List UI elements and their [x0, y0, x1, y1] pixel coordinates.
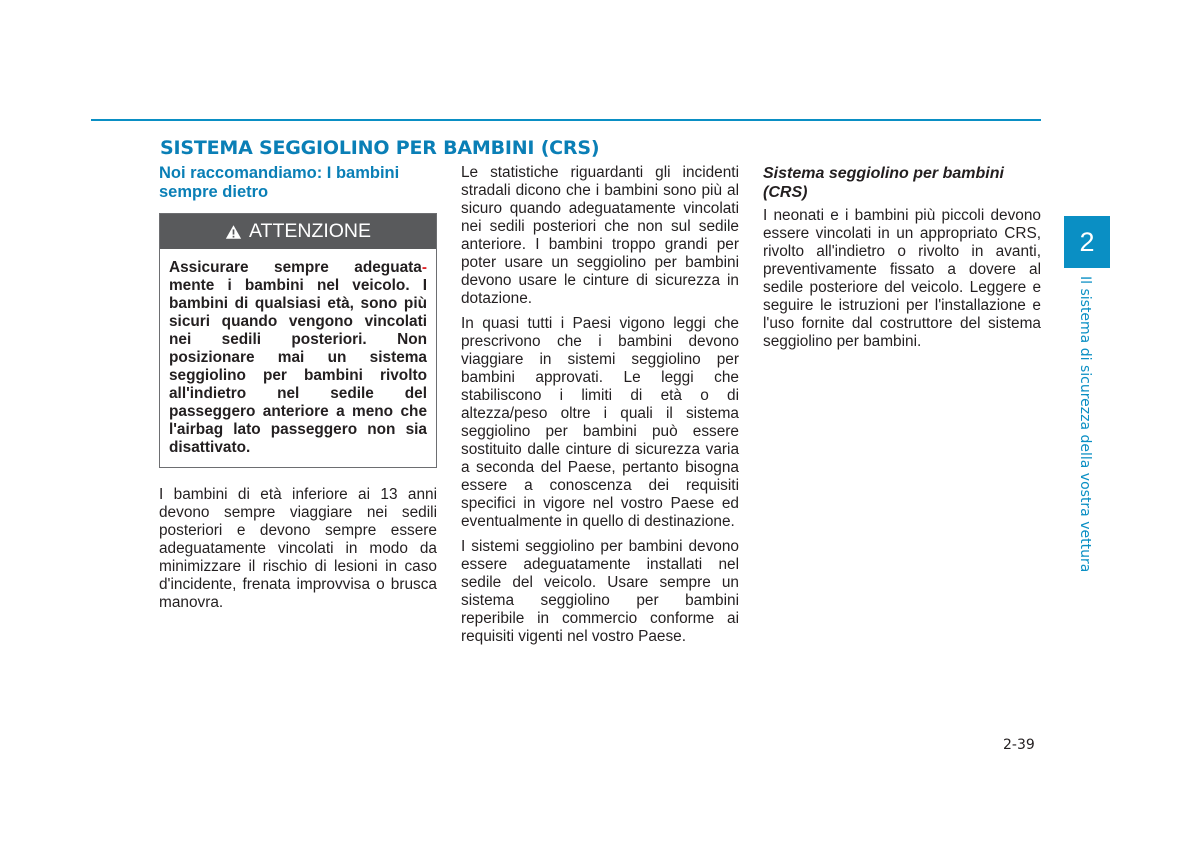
paragraph-statistics: Le statistiche riguardanti gli incidenti stradali dicono che i bambini sono più al sicuro quando adeguatamente vincolati nei sedili posteriori che non sul sedile anteriore. I bambini troppo grandi per poter usare un seggiolino per bambini devono usare le cinture di sicurezza in dotazione. — [461, 164, 739, 307]
column-2 — [461, 164, 739, 653]
chapter-tab — [1064, 216, 1110, 268]
chapter-number: 2 — [1079, 226, 1095, 257]
warning-body — [160, 249, 436, 467]
chapter-title: Il sistema di sicurezza della vostra vettura — [1077, 276, 1093, 573]
page-number: 2-39 — [1003, 737, 1035, 753]
section-title: SISTEMA SEGGIOLINO PER BAMBINI (CRS) — [160, 137, 600, 159]
paragraph-infants: I neonati e i bambini più piccoli devono essere vincolati in un appropriato CRS, rivolto all'indietro o rivolto in avanti, preventivamente fissato a dovere al sedile posteriore del veicolo. Leggere e seguire le istruzioni per l'installazione e l'uso fornite dal costruttore del sistema seggiolino per bambini. — [763, 207, 1041, 350]
paragraph-laws: In quasi tutti i Paesi vigono leggi che prescrivono che i bambini devono viaggiare in sistemi seggiolino per bambini approvati. Le leggi che stabiliscono i limiti di età o di altezza/peso oltre i quali il sistema seggiolino per bambini può essere sostituito dalle cinture di sicurezza varia a seconda del Paese, pertanto bisogna essere a conoscenza dei requisiti specifici in vigore nel vostro Paese ed eventualmente in quello di destinazione. — [461, 315, 739, 530]
subheading-rear-seats: Noi raccomandiamo: I bambini sempre dietro — [159, 164, 400, 201]
warning-hyphen: - — [421, 259, 427, 276]
warning-triangle-icon — [225, 224, 242, 240]
paragraph-children-age: I bambini di età inferiore ai 13 anni devono sempre viaggiare nei sedili posteriori e devono sempre essere adeguatamente vincolati in modo da minimizzare il rischio di lesioni in caso d'incidente, frenata improvvisa o brusca manovra. — [159, 486, 437, 611]
warning-box — [159, 213, 437, 468]
warning-text — [169, 259, 427, 457]
column-1 — [159, 164, 437, 619]
column-3 — [763, 164, 1041, 358]
header-rule — [91, 119, 1041, 121]
subheading-crs: Sistema seggiolino per bambini (CRS) — [763, 165, 1004, 201]
warning-header — [160, 214, 436, 249]
paragraph-installation: I sistemi seggiolino per bambini devono essere adeguatamente installati nel sedile del veicolo. Usare sempre un sistema seggiolino per bambini reperibile in commercio conforme ai requisiti vigenti nel vostro Paese. — [461, 538, 739, 645]
warning-title: ATTENZIONE — [248, 220, 372, 242]
warning-text-part1: Assicurare sempre adeguata — [169, 259, 422, 276]
warning-text-part2: mente i bambini nel veicolo. I bambini di qualsiasi età, sono più sicuri quando vengono vincolati nei sedili posteriori. Non posizionare mai un sistema seggiolino per bambini rivolto all'indietro nel sedile del passeggero anteriore a meno che l'airbag lato passeggero non sia disattivato. — [169, 277, 427, 456]
